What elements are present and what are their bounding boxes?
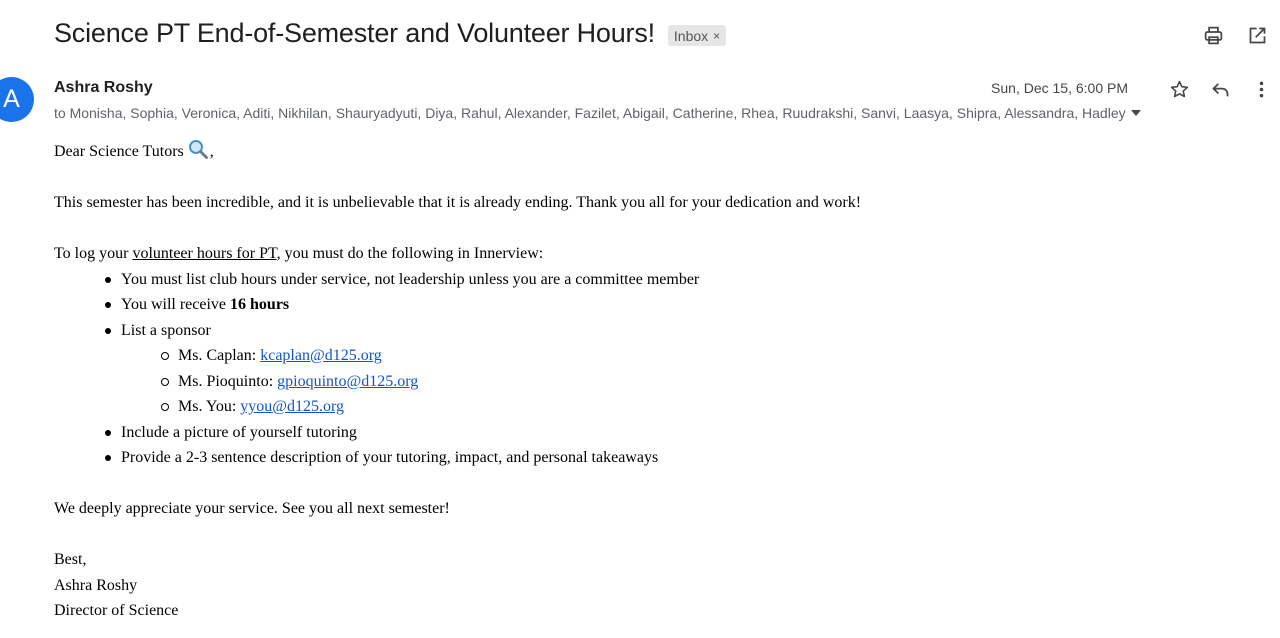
open-in-new-icon — [1247, 25, 1268, 46]
sender-name[interactable]: Ashra Roshy — [54, 79, 153, 96]
sponsor-name: Ms. You: — [178, 398, 241, 415]
magnifying-glass-icon — [188, 139, 210, 159]
hours-value: 16 hours — [230, 296, 290, 313]
open-in-new-window-button[interactable] — [1244, 22, 1270, 48]
list-item: Provide a 2-3 sentence description of your tutoring, impact, and personal takeaways — [104, 445, 1254, 471]
email-date: Sun, Dec 15, 6:00 PM — [991, 80, 1128, 96]
volunteer-hours-link[interactable]: volunteer hours for PT — [132, 245, 277, 262]
email-subject: Science PT End-of-Semester and Volunteer Hours! — [54, 18, 655, 48]
star-button[interactable] — [1166, 76, 1192, 102]
greeting-comma: , — [209, 143, 214, 160]
reply-button[interactable] — [1207, 76, 1233, 102]
paragraph-instructions — [54, 241, 1254, 267]
signature-title: Director of Science — [54, 602, 179, 619]
sponsor-email-link[interactable]: gpioquinto@d125.org — [277, 372, 419, 390]
more-options-button[interactable] — [1248, 76, 1274, 102]
sponsor-email-link[interactable]: kcaplan@d125.org — [260, 347, 382, 364]
sponsor-item — [161, 343, 1254, 369]
sponsor-heading: List a sponsor — [121, 321, 211, 339]
signature-name: Ashra Roshy — [54, 576, 138, 594]
recipients-line — [54, 105, 1141, 121]
thread-actions — [1200, 22, 1270, 48]
sender-avatar[interactable]: A — [0, 77, 34, 122]
email-body — [54, 139, 1254, 624]
print-button[interactable] — [1200, 22, 1226, 48]
sponsor-name: Ms. Caplan: — [178, 347, 261, 364]
list-item — [104, 292, 1254, 318]
sponsor-name: Ms. Pioquinto: — [178, 372, 278, 390]
hours-prefix: You will receive — [121, 296, 231, 313]
email-header — [54, 18, 726, 49]
recipients-text: to Monisha, Sophia, Veronica, Aditi, Nikhilan, Shauryadyuti, Diya, Rahul, Alexander, Fazilet, Abigail, Catherine, Rhea, Ruudrakshi, Sanvi, Laasya, Shipra, Alessandra, Hadley — [54, 105, 1126, 121]
printer-icon — [1203, 25, 1224, 46]
instructions-list — [104, 267, 1254, 471]
reply-icon — [1210, 79, 1231, 100]
label-text: Inbox — [673, 27, 709, 44]
remove-label-icon[interactable]: × — [713, 28, 721, 43]
greeting-line — [54, 139, 1254, 165]
inbox-label-chip[interactable] — [668, 25, 726, 46]
sponsor-item — [161, 369, 1254, 395]
message-actions — [1166, 76, 1274, 102]
paragraph-thanks: This semester has been incredible, and it is unbelievable that it is already ending. Thank you all for your dedication and work! — [54, 194, 862, 211]
list-item: You must list club hours under service, not leadership unless you are a committee member — [104, 267, 1254, 293]
show-details-caret-icon[interactable] — [1131, 110, 1141, 116]
sponsor-list — [161, 343, 1254, 420]
sponsor-email-link[interactable]: yyou@d125.org — [240, 398, 345, 415]
list-item: Include a picture of yourself tutoring — [104, 420, 1254, 446]
instructions-suffix: , you must do the following in Innerview: — [276, 245, 544, 262]
star-icon — [1169, 79, 1190, 100]
more-vertical-icon — [1251, 79, 1272, 100]
sponsor-item — [161, 394, 1254, 420]
greeting-text: Dear Science Tutors — [54, 143, 184, 160]
instructions-prefix: To log your — [54, 245, 133, 262]
paragraph-closing: We deeply appreciate your service. See you all next semester! — [54, 500, 450, 517]
list-item — [104, 318, 1254, 420]
signoff: Best, — [54, 551, 87, 568]
